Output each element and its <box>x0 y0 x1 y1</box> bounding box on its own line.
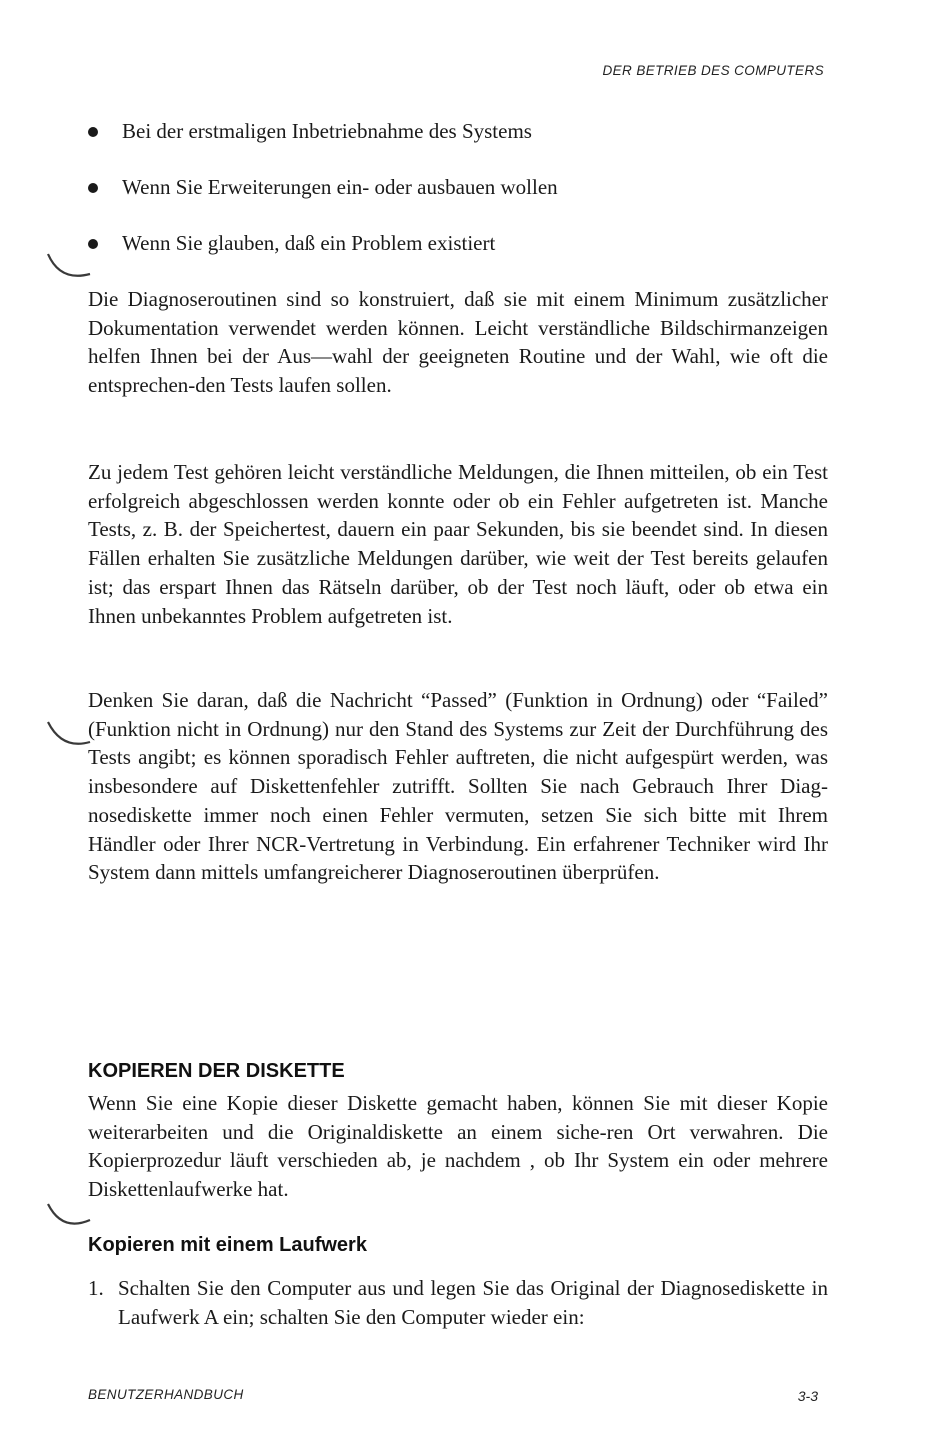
bullet-dot-icon <box>88 127 98 137</box>
punch-hole-mark-icon <box>40 238 98 282</box>
bullet-list <box>88 117 828 285</box>
bullet-text: Wenn Sie Erweiterungen ein- oder ausbauen wollen <box>122 175 558 199</box>
bullet-dot-icon <box>88 183 98 193</box>
bullet-text: Wenn Sie glauben, daß ein Problem existiert <box>122 231 496 255</box>
bullet-item <box>88 117 828 173</box>
footer-manual-title: BENUTZERHANDBUCH <box>88 1387 244 1402</box>
bullet-text: Bei der erstmaligen Inbetriebnahme des Systems <box>122 119 532 143</box>
subsection-heading: Kopieren mit einem Laufwerk <box>88 1234 367 1256</box>
list-number: 1. <box>88 1276 104 1300</box>
list-text: Schalten Sie den Computer aus und legen Sie das Original der Diagnosediskette in Laufwerk A ein; schalten Sie den Computer wieder ein: <box>118 1276 828 1329</box>
punch-hole-mark-icon <box>40 708 98 752</box>
running-header: DER BETRIEB DES COMPUTERS <box>602 63 824 78</box>
list-item <box>88 1274 828 1331</box>
bullet-item <box>88 229 828 285</box>
numbered-list <box>88 1274 828 1331</box>
punch-hole-mark-icon <box>40 1190 98 1234</box>
section-heading: KOPIEREN DER DISKETTE <box>88 1060 345 1082</box>
page-number: 3-3 <box>797 1388 818 1404</box>
paragraph-diagnose: Die Diagnoseroutinen sind so konstruiert, daß sie mit einem Minimum zusätzlicher Dokumentation verwendet werden können. Leicht verständliche Bildschirmanzeigen helfen Ihnen bei der Aus—wahl der geeigneten Routine und der Wahl, wie oft die entsprechen-den Tests laufen sollen. <box>88 287 828 398</box>
section-paragraph: Wenn Sie eine Kopie dieser Diskette gemacht haben, können Sie mit dieser Kopie weiterarbeiten und die Originaldiskette an einem siche-ren Ort verwahren. Die Kopierprozedur läuft verschieden ab, je nachdem , ob Ihr System ein oder mehrere Diskettenlaufwerke hat. <box>88 1091 828 1202</box>
paragraph-hinweis: Denken Sie daran, daß die Nachricht “Passed” (Funktion in Ordnung) oder “Failed” (Funktion nicht in Ordnung) nur den Stand des Systems zur Zeit der Durchführung des Tests angibt; es können sporadisch Fehler auftreten, die nicht aufgespürt werden, was insbesondere auf Diskettenfehler zutrifft. Sollten Sie nach Gebrauch Ihrer Diag-nosediskette immer noch einen Fehler vermuten, setzen Sie sich bitte mit Ihrem Händler oder Ihrer NCR-Vertretung in Verbindung. Ein erfahrener Techniker wird Ihr System dann mittels umfangreicherer Diagnoseroutinen überprüfen. <box>88 688 828 885</box>
bullet-item <box>88 173 828 229</box>
paragraph-meldungen: Zu jedem Test gehören leicht verständliche Meldungen, die Ihnen mitteilen, ob ein Test erfolgreich abgeschlossen werden konnte oder ob ein Fehler aufgetreten ist. Manche Tests, z. B. der Speichertest, dauern ein paar Sekunden, bis sie beendet sind. In diesen Fällen erhalten Sie zusätzliche Meldungen darüber, wie weit der Test bereits gelaufen ist; das erspart Ihnen das Rätseln darüber, ob der Test noch läuft, oder ob etwa ein Ihnen unbekanntes Problem aufgetreten ist. <box>88 460 828 628</box>
